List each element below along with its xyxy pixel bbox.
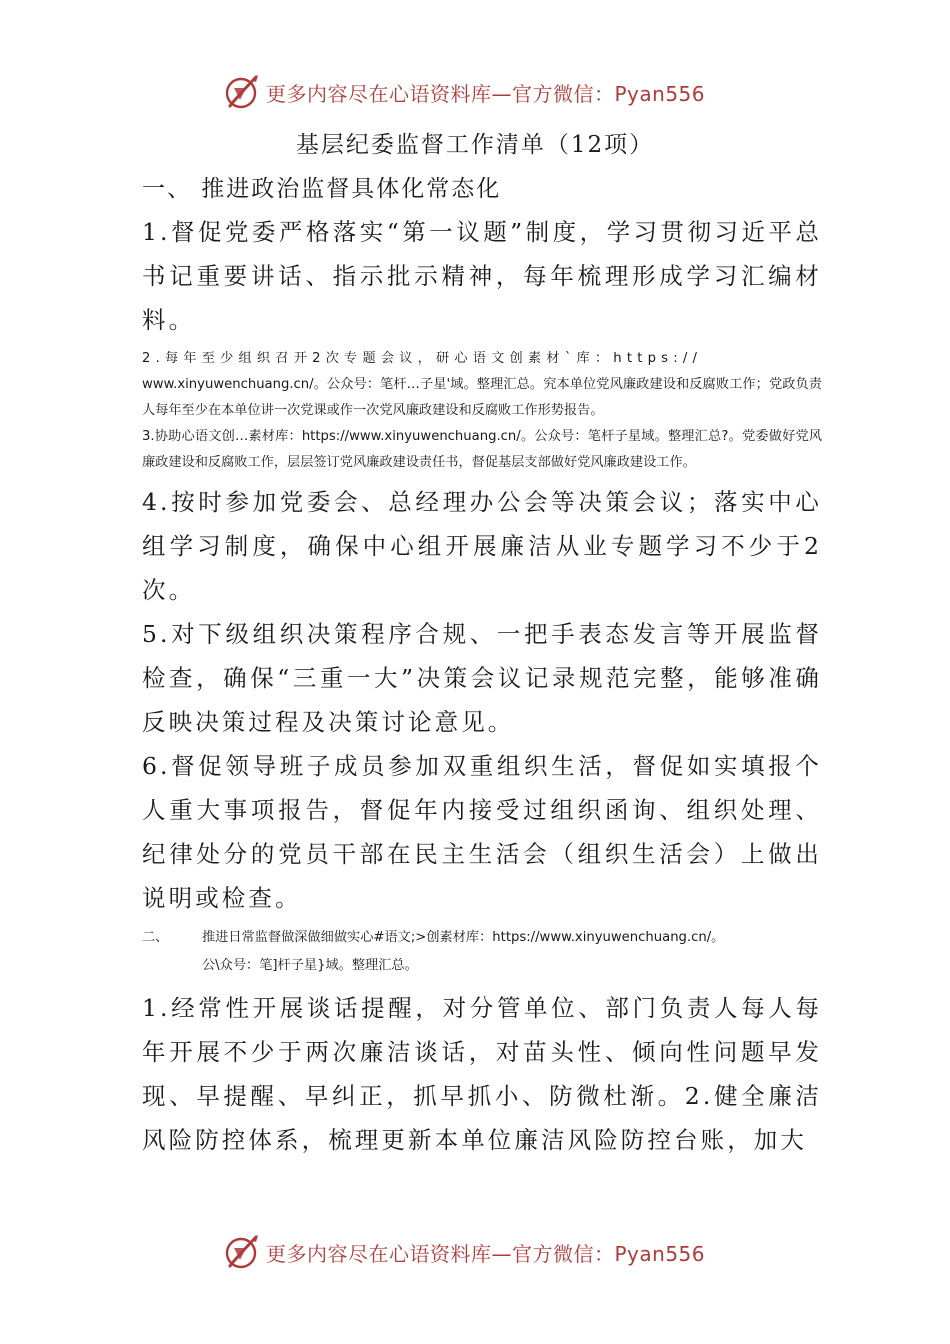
section1-item4: 4.按时参加党委会、总经理办公会等决策会议；落实中心组学习制度，确保中心组开展廉洁从业专题学习不少于2次。 <box>142 488 822 604</box>
section1-item5: 5.对下级组织决策程序合规、一把手表态发言等开展监督检查，确保“三重一大”决策会议记录规范完整，能够准确反映决策过程及决策讨论意见。 <box>142 620 822 736</box>
header-banner-text <box>266 78 705 107</box>
section2-number: 二、 <box>142 930 169 945</box>
brush-logo-icon <box>222 72 262 112</box>
section2-heading-line2: 公\众号：笔]杆子星}域。整理汇总。 <box>202 958 418 973</box>
document-body <box>142 168 822 1162</box>
banner-separator: — <box>491 81 512 106</box>
section2-items: 1.经常性开展谈话提醒，对分管单位、部门负责人每人每年开展不少于两次廉洁谈话，对苗头性、倾向性问题早发现、早提醒、早纠正，抓早抓小、防微杜渐。2.健全廉洁风险防控体系，梳理更新本单位廉洁风险防控台账，加大 <box>142 994 822 1154</box>
footer-banner-text <box>266 1238 705 1267</box>
footer-separator: — <box>491 1241 512 1266</box>
banner-slogan: 更多内容尽在心语资料库 <box>266 81 492 106</box>
section1-item1: 1.督促党委严格落实“第一议题”制度，学习贯彻习近平总书记重要讲话、指示批示精神，每年梳理形成学习汇编材料。 <box>142 218 822 334</box>
footer-wechat-id: Pyan556 <box>614 1241 706 1266</box>
brush-logo-icon <box>222 1232 262 1272</box>
section2-heading <box>142 924 822 980</box>
document-title: 基层纪委监督工作清单（12项） <box>295 132 655 158</box>
section1-item2-line1: 2.每年至少组织召开2次专题会议，研心语文创素材`库：https:// <box>142 351 703 366</box>
section1-item6: 6.督促领导班子成员参加双重组织生活，督促如实填报个人重大事项报告，督促年内接受过组织函询、组织处理、纪律处分的党员干部在民主生活会（组织生活会）上做出说明或检查。 <box>142 752 822 912</box>
footer-wechat-label: 官方微信： <box>512 1241 615 1266</box>
banner-wechat-label: 官方微信： <box>512 81 615 106</box>
section2-heading-line1: 推进日常监督做深做细做实心#语文;>创素材库：https://www.xinyuwenchuang.cn/。 <box>202 930 725 945</box>
section1-item3: 3.协助心语文创…素材库：https://www.xinyuwenchuang.cn/。公众号：笔杆子星域。整理汇总?。党委做好党风廉政建设和反腐败工作，层层签订党风廉政建设责任书，督促基层支部做好党风廉政建设工作。 <box>142 429 822 470</box>
section1-heading: 一、 推进政治监督具体化常态化 <box>142 176 502 202</box>
banner-wechat-id: Pyan556 <box>614 81 706 106</box>
header-banner <box>222 70 742 114</box>
footer-banner <box>222 1230 742 1274</box>
section1-item2-rest: www.xinyuwenchuang.cn/。公众号：笔杆…子星'域。整理汇总。究本单位党风廉政建设和反腐败工作；党政负责人每年至少在本单位讲一次党课或作一次党风廉政建设和反腐败工作形势报告。 <box>142 377 822 418</box>
footer-slogan: 更多内容尽在心语资料库 <box>266 1241 492 1266</box>
